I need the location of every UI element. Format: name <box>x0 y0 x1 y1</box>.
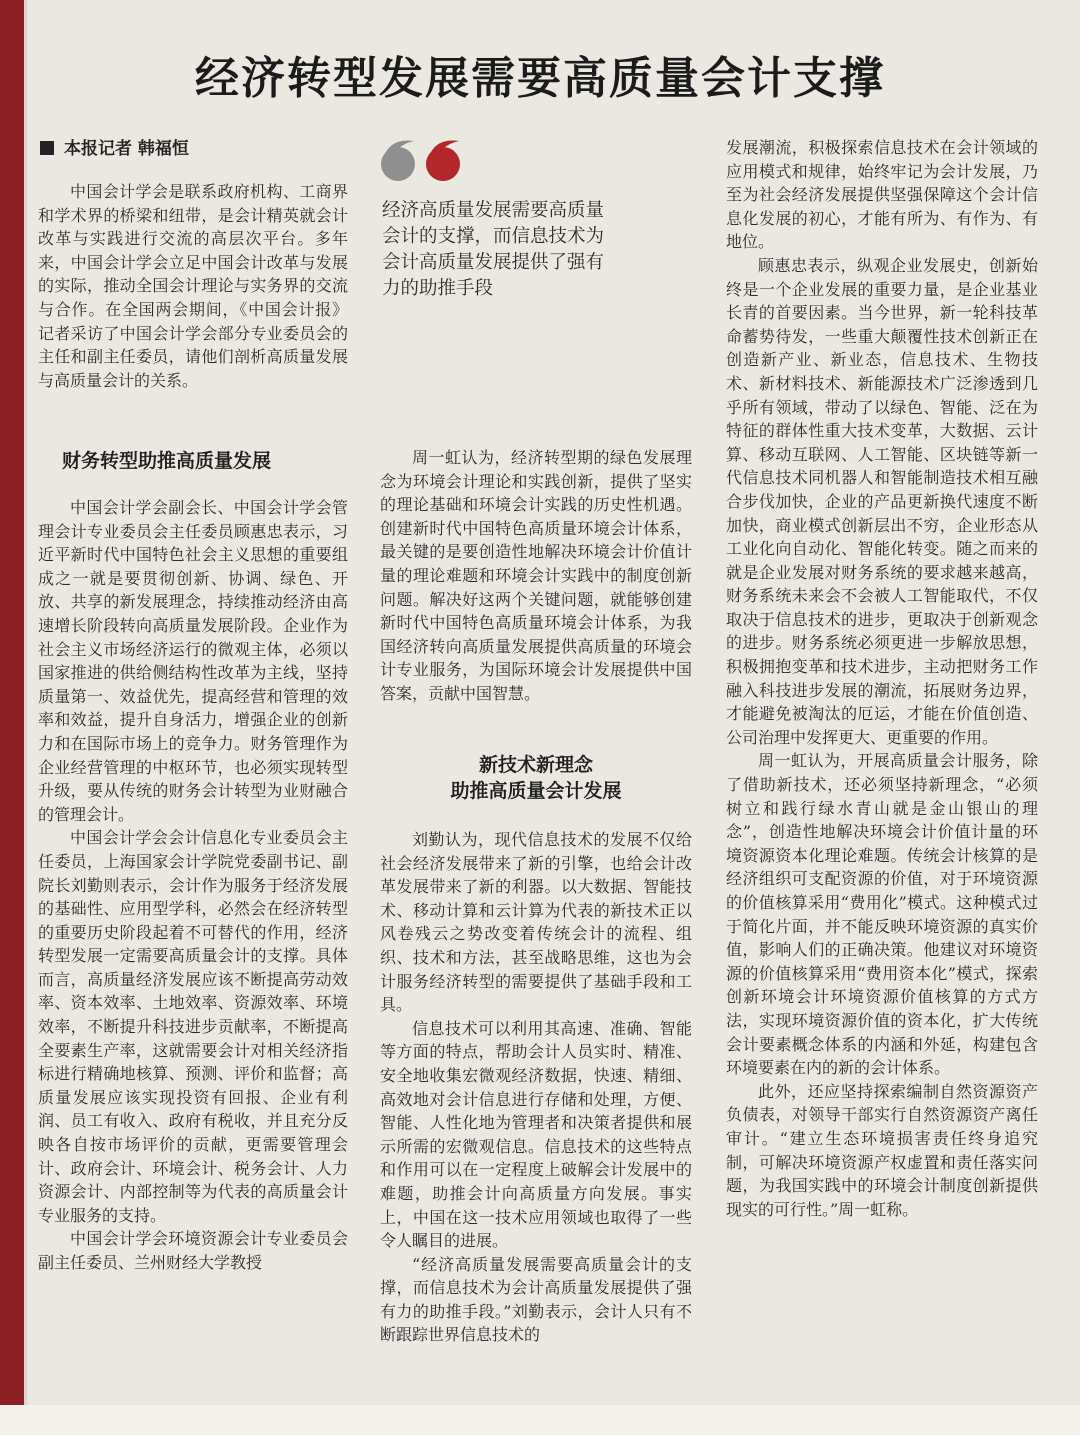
subheading-line-1: 新技术新理念 <box>478 754 593 776</box>
paragraph-environment-committee: 中国会计学会环境资源会计专业委员会副主任委员、兰州财经大学教授 <box>38 1229 348 1272</box>
column-3 <box>726 136 1038 1221</box>
bottom-margin <box>0 1405 1080 1435</box>
paragraph-zhou-yihong: 周一虹认为，经济转型期的绿色发展理念为环境会计理论和实践创新，提供了坚实的理论基础和环境会计实践的历史性机遇。创建新时代中国特色高质量环境会计体系，最关键的是要创造性地解决环境会计价值计量的理论难题和环境会计实践中的制度创新问题。解决好这两个关键问题，就能够创建新时代中国特色高质量环境会计体系，为我国经济转向高质量发展提供高质量的环境会计专业服务，为国际环境会计发展提供中国答案，贡献中国智慧。 <box>380 448 692 703</box>
column-2-top <box>380 446 692 706</box>
subheading-line-2: 助推高质量会计发展 <box>450 780 622 802</box>
paragraph-new-concepts: 周一虹认为，开展高质量会计服务，除了借助新技术，还必须坚持新理念，“必须树立和践行绿水青山就是金山银山的理念”，创造性地解决环境会计价值计量的环境资源资本化理论难题。传统会计核算的是经济组织可支配资源的价值，对于环境资源的价值核算采用“费用化”模式。这种模式过于简化片面，并不能反映环境资源的真实价值，影响人们的正确决策。他建议对环境资源的价值核算采用“费用资本化”模式，探索创新环境会计环境资源价值核算的方式方法，实现环境资源价值的资本化，扩大传统会计要素概念体系的内涵和外延，构建包含环境要素在内的新的会计体系。 <box>726 751 1038 1078</box>
page-title: 经济转型发展需要高质量会计支撑 <box>195 53 885 104</box>
paragraph-it-features: 信息技术可以利用其高速、准确、智能等方面的特点，帮助会计人员实时、精准、安全地收集宏微观经济数据，快速、精细、高效地对会计信息进行存储和处理，方便、智能、人性化地为管理者和决策者提供和展示所需的宏微观信息。信息技术的这些特点和作用可以在一定程度上破解会计发展中的难题，助推会计向高质量方向发展。事实上，中国在这一技术应用领域也取得了一些令人瞩目的进展。 <box>380 1018 692 1251</box>
paragraph-liu-qin: 中国会计学会会计信息化专业委员会主任委员，上海国家会计学院党委副书记、副院长刘勤则表示，会计作为服务于经济发展的基础性、应用型学科，必然会在经济转型的重要历史阶段起着不可替代的作用，经济转型发展一定需要高质量会计的支撑。具体而言，高质量经济发展应该不断提高劳动效率、资本效率、土地效率、资源效率、环境效率，不断提升科技进步贡献率，不断提高全要素生产率，这就需要会计对相关经济指标进行精确地核算、预测、评价和监督；高质量发展应该实现投资有回报、企业有利润、员工有收入、政府有税收，并且充分反映各自按市场评价的贡献，更需要管理会计、政府会计、环境会计、税务会计、人力资源会计、内部控制等为代表的高质量会计专业服务的支持。 <box>38 828 348 1225</box>
paragraph-liu-qin-tech: 刘勤认为，现代信息技术的发展不仅给社会经济发展带来了新的引擎，也给会计改革发展带来了新的利器。以大数据、智能技术、移动计算和云计算为代表的新技术正以风卷残云之势改变着传统会计的流程、组织、技术和方法，甚至战略思维，这也为会计服务经济转型的需要提供了基础手段和工具。 <box>380 830 692 1015</box>
quote-mark-gray <box>381 140 415 181</box>
byline <box>40 134 189 159</box>
paragraph-natural-resources: 此外，还应坚持探索编制自然资源资产负债表，对领导干部实行自然资源资产离任审计。“建立生态环境损害责任终身追究制，可解决环境资源产权虚置和责任落实问题，为我国实践中的环境会计制度创新提供现实的可行性。”周一虹称。 <box>726 1081 1038 1219</box>
intro-paragraph: 中国会计学会是联系政府机构、工商界和学术界的桥梁和纽带，是会计精英就会计改革与实践进行交流的高层次平台。多年来，中国会计学会立足中国会计改革与发展的实际，推动全国会计理论与实务界的交流与合作。在全国两会期间，《中国会计报》记者采访了中国会计学会部分专业委员会的主任和副主任委员，请他们剖析高质量发展与高质量会计的关系。 <box>38 182 348 390</box>
subheading-new-technology <box>380 752 692 804</box>
open-quote-icon <box>380 138 480 184</box>
paragraph-gu-huizhong: 中国会计学会副会长、中国会计学会管理会计专业委员会主任委员顾惠忠表示，习近平新时代中国特色社会主义思想的重要组成之一就是要贯彻创新、协调、绿色、开放、共享的新发展理念，持续推动经济由高速增长阶段转向高质量发展阶段。企业作为社会主义市场经济运行的微观主体，必须以国家推进的供给侧结构性改革为主线，坚持质量第一、效益优先，提高经营和管理的效率和效益，提升自身活力，增强企业的创新力和在国际市场上的竞争力。财务管理作为企业经营管理的中枢环节，也必须实现转型升级，要从传统的财务会计转型为业财融合的管理会计。 <box>38 498 348 824</box>
column-2-body <box>380 828 692 1347</box>
quote-mark-red <box>426 140 460 181</box>
page-edge-bar <box>0 0 24 1435</box>
paragraph-quote-liu-qin: “经济高质量发展需要高质量会计的支撑，而信息技术为会计高质量发展提供了强有力的助推手段。”刘勤表示，会计人只有不断跟踪世界信息技术的 <box>380 1254 692 1345</box>
column-1-intro <box>38 180 348 392</box>
paragraph-innovation: 顾惠忠表示，纵观企业发展史，创新始终是一个企业发展的重要力量，是企业基业长青的首要因素。当今世界，新一轮科技革命蓄势待发，一些重大颠覆性技术创新正在创造新产业、新业态，信息技术、生物技术、新材料技术、新能源技术广泛渗透到几乎所有领域，带动了以绿色、智能、泛在为特征的群体性重大技术变革，大数据、云计算、移动互联网、人工智能、区块链等新一代信息技术同机器人和智能制造技术相互融合步伐加快，企业的产品更新换代速度不断加快，商业模式创新层出不穷，企业形态从工业化向自动化、智能化转变。随之而来的就是企业发展对财务系统的要求越来越高，财务系统未来会不会被人工智能取代，不仅取决于信息技术的进步，更取决于创新观念的进步。财务系统必须更进一步解放思想，积极拥抱变革和技术进步，主动把财务工作融入科技进步发展的潮流，拓展财务边界，才能避免被淘汰的厄运，才能在价值创造、公司治理中发挥更大、更重要的作用。 <box>726 255 1038 747</box>
byline-text: 本报记者 韩福恒 <box>64 139 189 159</box>
column-1-body <box>38 496 348 1275</box>
pull-quote: 经济高质量发展需要高质量会计的支撑，而信息技术为会计高质量发展提供了强有力的助推手段 <box>382 200 605 299</box>
page-edge-line <box>24 0 27 1435</box>
subheading-finance-transformation: 财务转型助推高质量发展 <box>62 450 272 472</box>
paragraph-continuation: 发展潮流，积极探索信息技术在会计领域的应用模式和规律，始终牢记为会计发展，乃至为社会经济发展提供坚强保障这个会计信息化发展的初心，才能有所为、有作为、有地位。 <box>726 138 1038 252</box>
byline-square-icon <box>40 141 54 155</box>
